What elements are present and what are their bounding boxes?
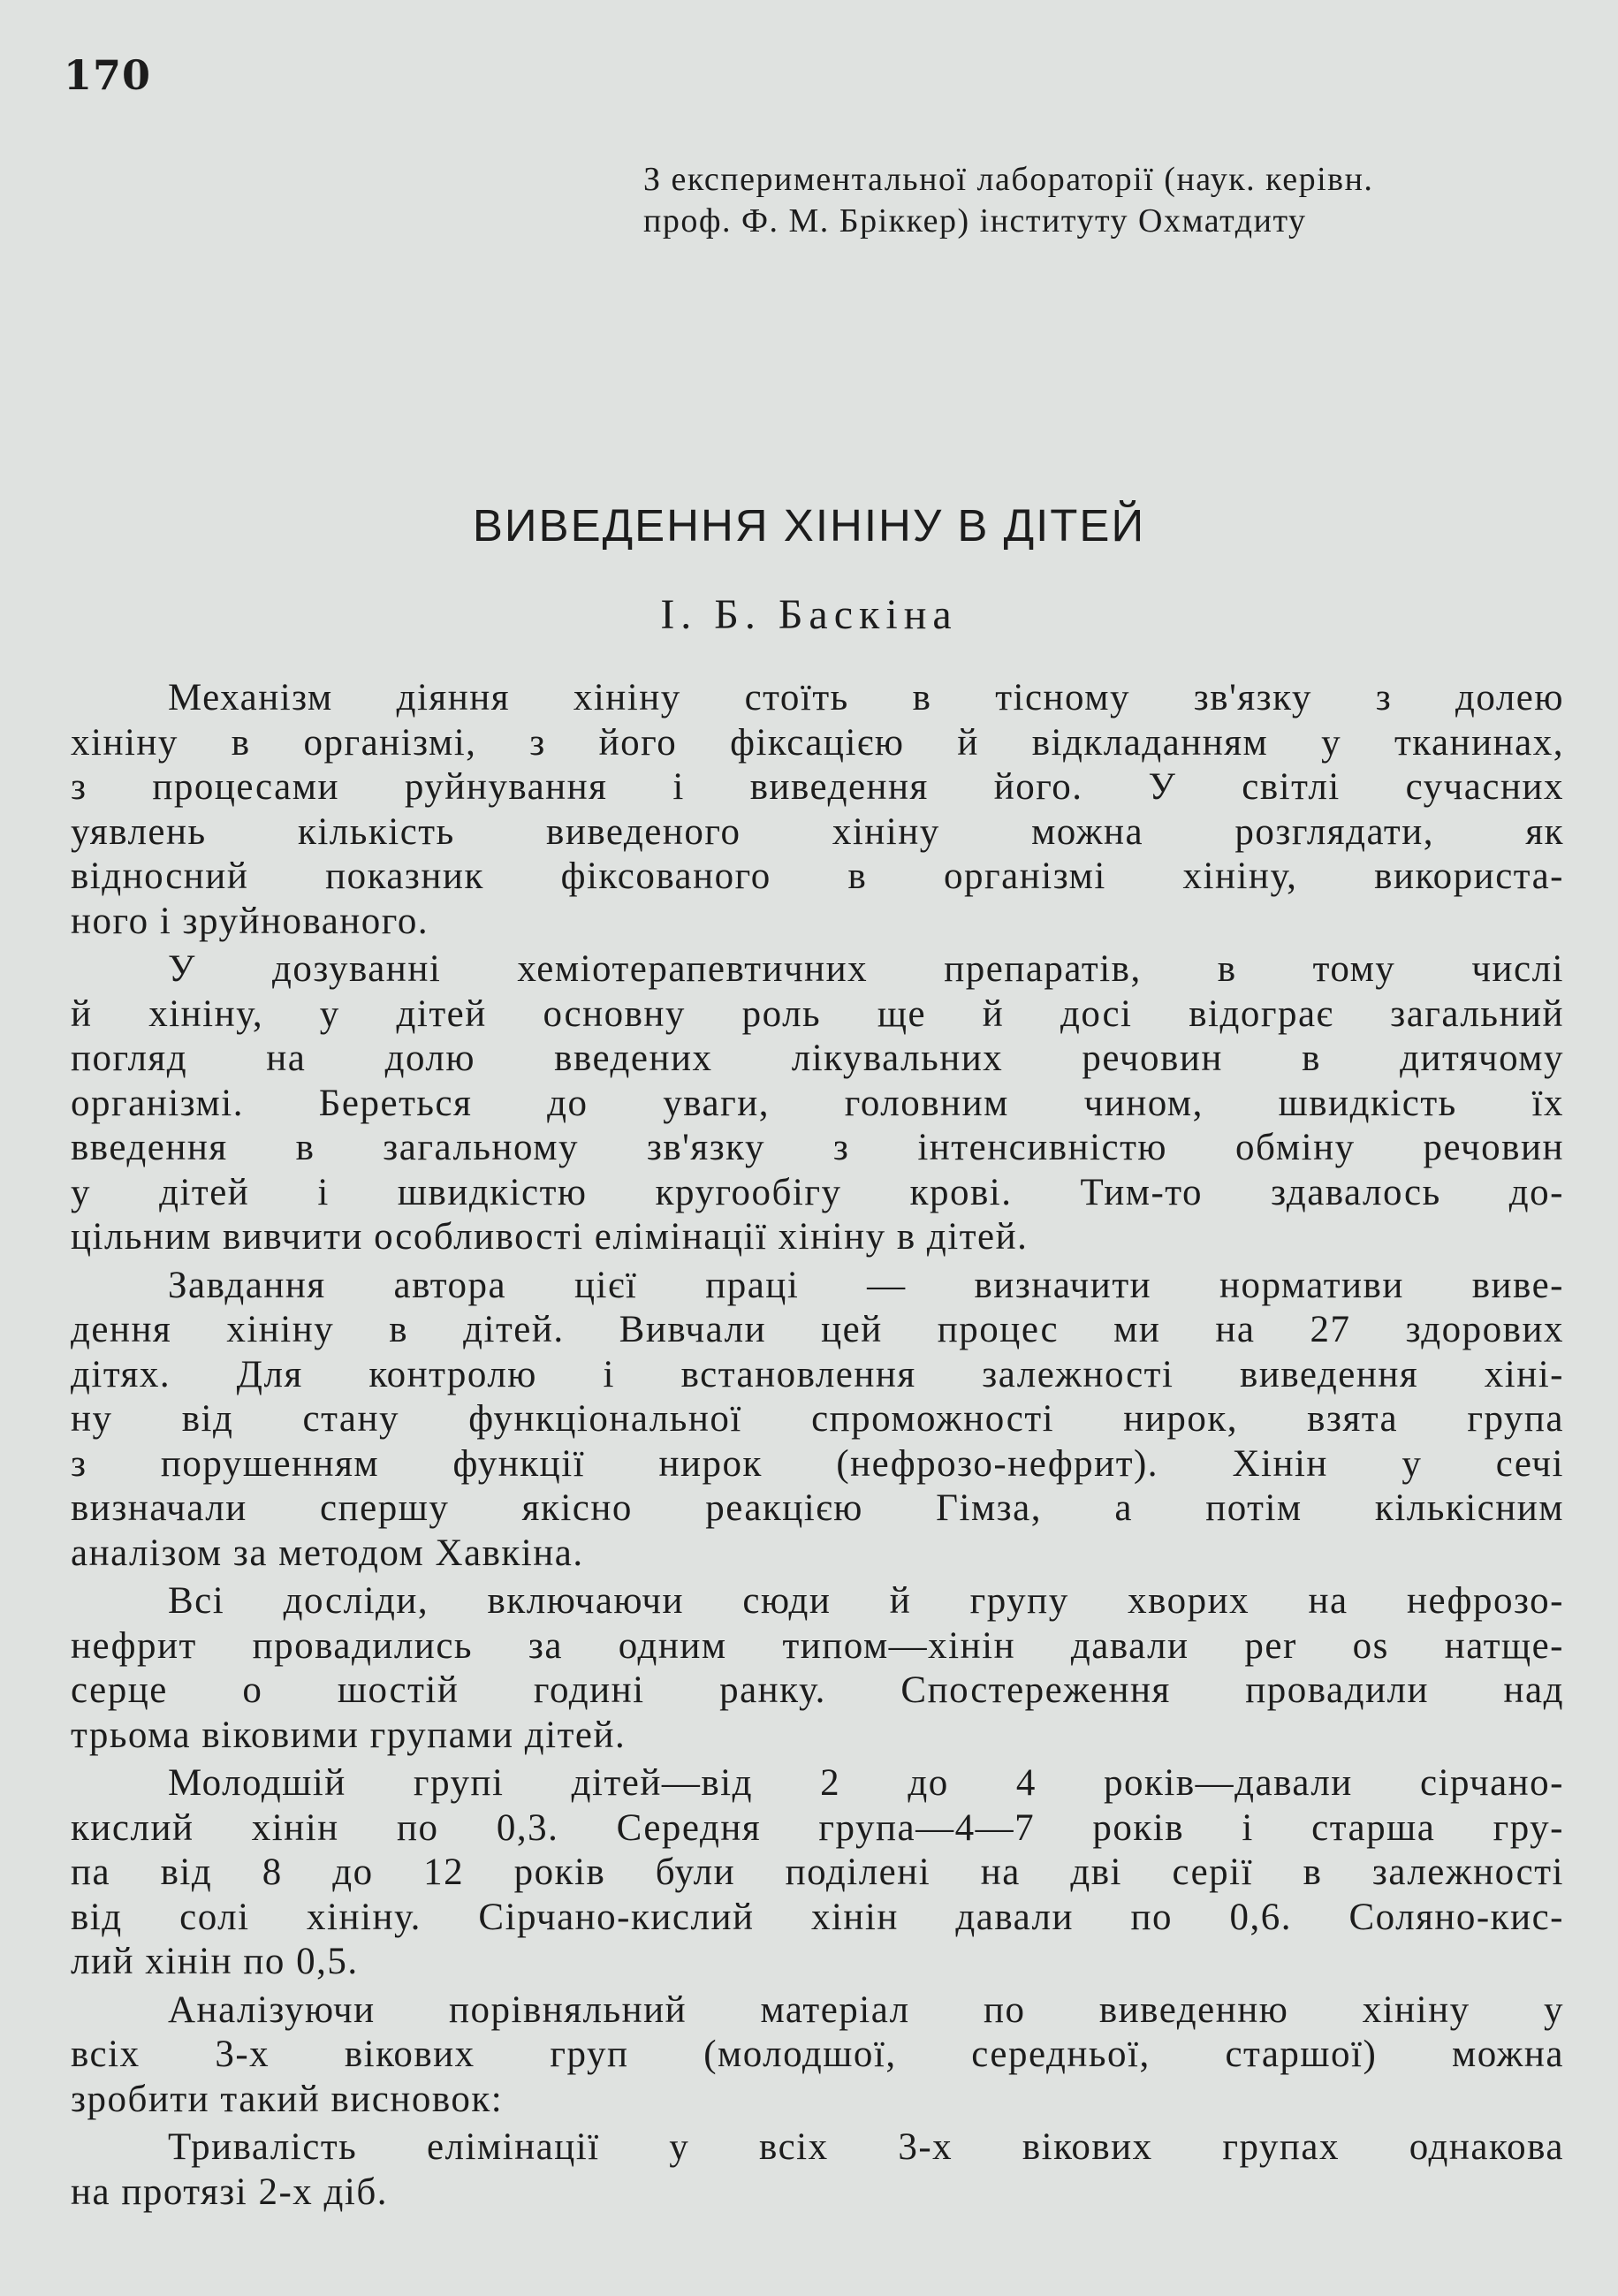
- text-line: від солі хініну. Сірчано-кислий хінін давали по 0,6. Соляно-кис-: [71, 1896, 1564, 1938]
- text-line: погляд на долю введених лікувальних речовин в дитячому: [71, 1038, 1564, 1079]
- affiliation-line: З експериментальної лабораторії (наук. керівн.: [643, 161, 1374, 198]
- text-line: дення хініну в дітей. Вивчали цей процес ми на 27 здорових: [71, 1309, 1564, 1350]
- text-line: й хініну, у дітей основну роль ще й досі відограє загальний: [71, 992, 1564, 1035]
- text-line: Всі досліди, включаючи сюди й групу хворих на нефрозо-: [168, 1580, 1564, 1622]
- paragraph: [71, 1579, 1564, 1758]
- text-line: нефрит провадились за одним типом—хінін давали per os натще-: [71, 1624, 1564, 1667]
- text-line: всіх 3-х вікових груп (молодшої, середньої, старшої) можна: [71, 2034, 1564, 2075]
- page-number: 170: [64, 51, 152, 99]
- paragraph: [71, 2125, 1564, 2215]
- text-line: У дозуванні хеміотерапевтичних препаратів, в тому числі: [168, 948, 1564, 990]
- text-line: організмі. Береться до уваги, головним чином, швидкість їх: [71, 1082, 1564, 1124]
- text-line: введення в загальному зв'язку з інтенсивністю обміну речовин: [71, 1127, 1564, 1168]
- paragraph: [71, 947, 1564, 1260]
- text-line: дітях. Для контролю і встановлення залежності виведення хіні-: [71, 1353, 1564, 1395]
- text-line: серце о шостій годині ранку. Спостереження провадили над: [71, 1669, 1564, 1711]
- paragraph: [71, 1264, 1564, 1577]
- article-body: [71, 676, 1564, 2218]
- text-line: визначали спершу якісно реакцією Гімза, а потім кількісним: [71, 1487, 1564, 1529]
- text-line: хініну в організмі, з його фіксацією й відкладанням у тканинах,: [71, 721, 1564, 764]
- affiliation-note: [643, 159, 1571, 242]
- text-line: уявлень кількість виведеного хініну можна розглядати, як: [71, 810, 1564, 853]
- text-line: з порушенням функції нирок (нефрозо-нефрит). Хінін у сечі: [71, 1442, 1564, 1485]
- text-line: Молодшій групі дітей—від 2 до 4 років—давали сірчано-: [168, 1762, 1564, 1804]
- text-line: аналізом за методом Хавкіна.: [71, 1532, 584, 1574]
- text-line: па від 8 до 12 років були поділені на дві серії в залежності: [71, 1851, 1564, 1893]
- paragraph: [71, 676, 1564, 944]
- article-title: ВИВЕДЕННЯ ХІНІНУ В ДІТЕЙ: [472, 500, 1146, 551]
- text-line: Механізм діяння хініну стоїть в тісному зв'язку з долею: [168, 677, 1564, 718]
- text-line: з процесами руйнування і виведення його. У світлі сучасних: [71, 766, 1564, 808]
- paragraph: [71, 1761, 1564, 1985]
- paragraph: [71, 1988, 1564, 2123]
- text-line: ного і зруйнованого.: [71, 900, 429, 942]
- text-line: Завдання автора цієї праці — визначити нормативи виве-: [168, 1264, 1564, 1306]
- text-line: трьома віковими групами дітей.: [71, 1714, 627, 1756]
- article-author: І. Б. Баскіна: [660, 591, 958, 638]
- text-line: Аналізуючи порівняльний матеріал по виведенню хініну у: [168, 1988, 1564, 2031]
- text-line: у дітей і швидкістю кругообігу крові. Тим-то здавалось до-: [71, 1171, 1564, 1213]
- text-line: лий хінін по 0,5.: [71, 1941, 359, 1982]
- text-line: зробити такий висновок:: [71, 2078, 504, 2120]
- text-line: Тривалість елімінації у всіх 3-х вікових групах однакова: [168, 2126, 1564, 2168]
- text-line: цільним вивчити особливості елімінації хініну в дітей.: [71, 1216, 1029, 1258]
- text-line: відносний показник фіксованого в організмі хініну, використа-: [71, 855, 1564, 897]
- text-line: ну від стану функціональної спроможності нирок, взята група: [71, 1398, 1564, 1440]
- affiliation-line: проф. Ф. М. Бріккер) інституту Охматдиту: [643, 202, 1307, 239]
- text-line: на протязі 2-х діб.: [71, 2171, 388, 2213]
- text-line: кислий хінін по 0,3. Середня група—4—7 років і старша гру-: [71, 1806, 1564, 1849]
